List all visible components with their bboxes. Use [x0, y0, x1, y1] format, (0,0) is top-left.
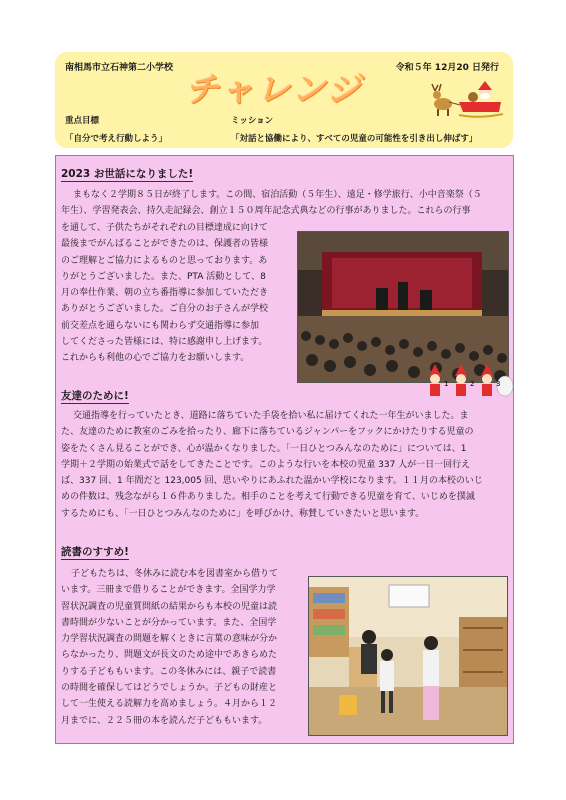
text-line: 月までに、２２５冊の本を読んだ子どももいます。 — [61, 715, 268, 726]
text-line: 年生）、学習発表会、持久走記録会、創立１５０周年記念式典などの行事がありました。これらの行事 — [61, 206, 471, 217]
ceremony-photo — [297, 231, 509, 383]
text-line: 交通指導を行っていたとき、道路に落ちていた手袋を拾い私に届けてくれた一年生がいました。ま — [73, 411, 469, 421]
school-name: 南相馬市立石神第二小学校 — [65, 63, 174, 73]
issue-date: 令和５年 12月20 日発行 — [395, 63, 499, 73]
text-line: 姿をたくさん見ることができ、心が温かくなりました。「一日ひとつみんなのために」については、1 — [61, 443, 467, 454]
mission-label: ミッション — [231, 116, 274, 126]
text-line: これからも利他の心でご協力をお願いします。 — [61, 353, 250, 364]
reindeer-sleigh-illustration — [429, 80, 507, 120]
text-line: するためにも、「一日ひとつみんなのために」を呼びかけ、称賛していきたいと思います。 — [61, 508, 425, 519]
section-friends-text — [61, 408, 507, 522]
text-line: 書時間が少ないことが分かっています。また、全国学 — [61, 617, 277, 628]
text-line: のご理解とご協力によるものと思っております。あ — [61, 255, 268, 266]
text-line: ありがとうございました。ご自分のお子さんが学校 — [61, 304, 269, 315]
section-title-friends: 友達のために! — [61, 390, 129, 402]
text-line: た、友達のために教室のごみを拾ったり、廊下に落ちているジャンパーをフックにかけたりする児童の — [61, 427, 474, 438]
text-line: りがとうございました。また、PTA 活動として、8 — [61, 271, 266, 282]
text-line: りする子どももいます。この冬休みには、親子で読書 — [61, 666, 277, 677]
mission-text: 「対話と協働により、すべての児童の可能性を引き出し伸ばす」 — [231, 134, 478, 144]
text-line: の時間を確保してはどうでしょうか。子どもの財産と — [61, 683, 278, 694]
goal-label: 重点目標 — [65, 116, 100, 126]
text-line: して一生使える読解力を高めましょう。４月から１２ — [61, 699, 278, 710]
text-line: 学期＋２学期の始業式で話をしてきたことです。このような行いを本校の児童 337 人が一日一回行え — [61, 459, 471, 470]
santa-number: 2 — [470, 380, 475, 388]
section-title-reading: 読書のすすめ! — [61, 546, 129, 558]
section-reading-text — [61, 566, 301, 729]
text-line: まもなく２学期８５日が終了します。この間、宿泊活動（５年生）、遠足・修学旅行、小中音楽祭（５ — [73, 190, 482, 200]
text-line: らなかったり、問題文が長文のため途中であきらめた — [61, 650, 278, 661]
text-line: を通して、子供たちがそれぞれの目標達成に向けて — [61, 223, 268, 233]
text-line: ば、337 回、1 年間だと 123,005 回、思いやりにあふれた温かい学校になります。１１月の本校のいじ — [61, 476, 483, 487]
text-line: 習状況調査の児童質問紙の結果からも本校の児童は読 — [61, 601, 278, 612]
text-line: 子どもたちは、冬休みに読む本を図書室から借りて — [71, 569, 279, 579]
text-line: います。三冊まで借りることができます。全国学力学 — [61, 585, 276, 596]
goal-text: 「自分で考え行動しよう」 — [65, 134, 168, 144]
section-thanks-lines-full — [61, 187, 505, 220]
library-photo — [308, 576, 508, 736]
text-line: 力学習状況調査の問題を解くときに言葉の意味が分か — [61, 634, 278, 645]
santa-decoration — [425, 362, 515, 402]
text-line: してくださった皆様には、特に感謝申し上げます。 — [61, 337, 268, 348]
santa-number: 1 — [444, 380, 449, 388]
newsletter-title: チャレンジ — [185, 70, 363, 110]
text-line: 前交差点を通らないにも関わらず交通指導に参加 — [61, 320, 260, 331]
section-thanks-lines-narrow — [61, 220, 296, 367]
text-line: 月の奉仕作業、朝の立ち番指導に参加していただき — [61, 288, 269, 299]
text-line: 最後までがんばることができたのは、保護者の皆様 — [61, 239, 269, 250]
newsletter-header — [55, 52, 513, 148]
santa-number: 3 — [496, 380, 501, 388]
section-title-thanks: 2023 お世話になりました! — [61, 168, 194, 180]
text-line: めの件数は、残念ながら１６件ありました。相手のことを考えて行動できる児童を育て、いじめを撲滅 — [61, 492, 475, 503]
